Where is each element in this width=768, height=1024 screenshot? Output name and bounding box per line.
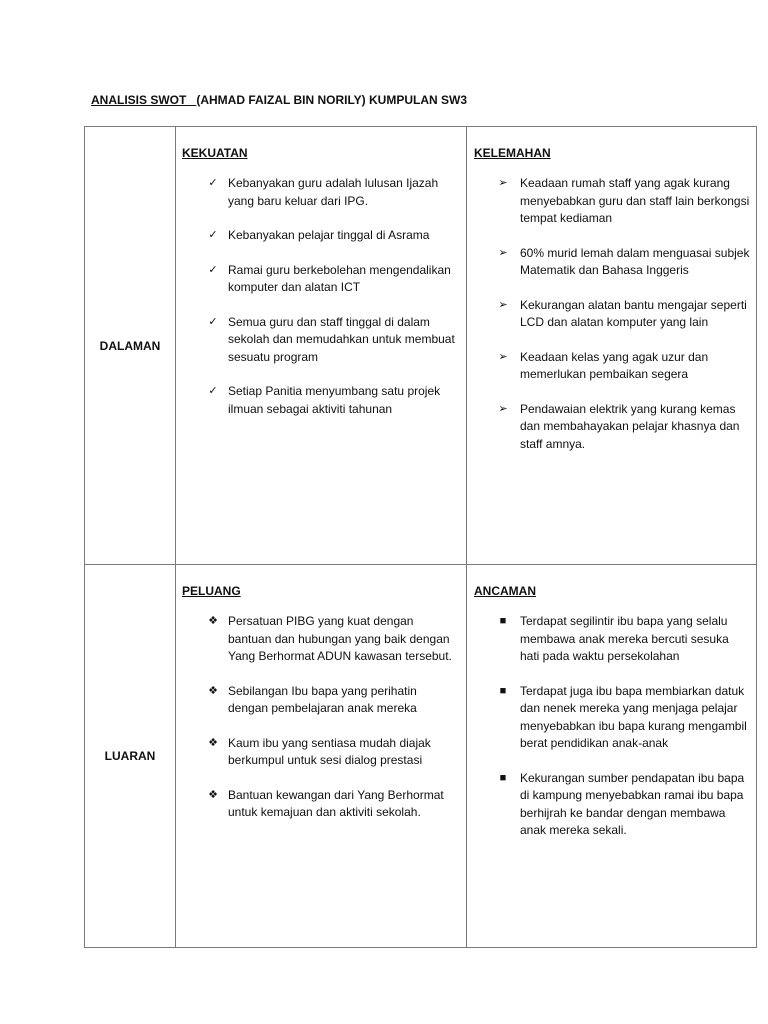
list-item-text: Terdapat juga ibu bapa membiarkan datuk dan nenek mereka yang menjaga pelajar menyebabkan ibu bapa kurang mengambil berat pendidikan anak-anak (520, 683, 747, 750)
quadrant-kelemahan (467, 127, 757, 565)
heading-ancaman: ANCAMAN (474, 584, 536, 598)
list-ancaman (474, 613, 750, 840)
list-item-text: Sebilangan Ibu bapa yang perihatin dengan pembelajaran anak mereka (228, 683, 417, 715)
list-peluang (182, 613, 458, 822)
table-row-luaran (85, 565, 757, 948)
list-item-text: Kebanyakan guru adalah lulusan Ijazah yang baru keluar dari IPG. (228, 176, 439, 208)
checkmark-icon: ✓ (208, 177, 218, 189)
list-item (182, 787, 458, 822)
list-item (474, 613, 750, 666)
list-item-text: 60% murid lemah dalam menguasai subjek Matematik dan Bahasa Inggeris (520, 245, 750, 277)
list-item (182, 262, 458, 297)
list-item (182, 175, 458, 210)
diamond-four-icon: ❖ (208, 615, 218, 627)
heading-kelemahan: KELEMAHAN (474, 146, 551, 160)
list-item-text: Setiap Panitia menyumbang satu projek ilmuan sebagai aktiviti tahunan (228, 384, 441, 416)
title-part-swot: ANALISIS SWOT (91, 93, 197, 107)
list-item (182, 683, 458, 718)
checkmark-icon: ✓ (208, 229, 218, 241)
list-item (182, 314, 458, 367)
checkmark-icon: ✓ (208, 315, 218, 328)
list-item (474, 245, 750, 280)
square-bullet-icon: ■ (499, 684, 507, 697)
list-item (474, 683, 750, 753)
list-kekuatan (182, 175, 458, 418)
quadrant-ancaman (467, 565, 757, 948)
diamond-four-icon: ❖ (208, 684, 218, 697)
list-item (182, 735, 458, 770)
list-item (474, 349, 750, 384)
list-kelemahan (474, 175, 750, 453)
list-item-text: Kaum ibu yang sentiasa mudah diajak berkumpul untuk sesi dialog prestasi (228, 735, 431, 767)
heading-kekuatan: KEKUATAN (182, 146, 248, 160)
heading-peluang: PELUANG (182, 584, 241, 598)
arrowhead-icon: ➢ (498, 246, 508, 259)
list-item-text: Keadaan rumah staff yang agak kurang menyebabkan guru dan staff lain berkongsi tempat kediaman (520, 176, 750, 225)
list-item-text: Pendawaian elektrik yang kurang kemas dan membahayakan pelajar khasnya dan staff amnya. (520, 401, 740, 451)
quadrant-peluang (176, 565, 467, 948)
diamond-four-icon: ❖ (208, 736, 218, 749)
list-item-text: Kekurangan alatan bantu mengajar seperti LCD dan alatan komputer yang lain (520, 297, 747, 329)
checkmark-icon: ✓ (208, 385, 218, 397)
list-item (474, 297, 750, 332)
list-item (474, 175, 750, 228)
arrowhead-icon: ➢ (498, 298, 508, 311)
list-item (182, 613, 458, 666)
list-item-text: Persatuan PIBG yang kuat dengan bantuan dan hubungan yang baik dengan Yang Berhormat ADUN kawasan tersebut. (228, 614, 452, 663)
square-bullet-icon: ■ (499, 771, 507, 784)
swot-table (84, 126, 757, 948)
arrowhead-icon: ➢ (498, 350, 508, 363)
square-bullet-icon: ■ (499, 615, 507, 627)
list-item-text: Ramai guru berkebolehan mengendalikan komputer dan alatan ICT (228, 262, 451, 294)
list-item (182, 227, 458, 245)
document-title (91, 93, 467, 107)
title-part-author: (AHMAD FAIZAL BIN NORILY) KUMPULAN SW3 (196, 93, 468, 107)
list-item-text: Kebanyakan pelajar tinggal di Asrama (228, 228, 430, 242)
list-item-text: Semua guru dan staff tinggal di dalam sekolah dan memudahkan untuk membuat sesuatu program (228, 314, 455, 364)
diamond-four-icon: ❖ (208, 788, 218, 801)
list-item-text: Bantuan kewangan dari Yang Berhormat untuk kemajuan dan aktiviti sekolah. (228, 787, 444, 819)
arrowhead-icon: ➢ (498, 177, 508, 189)
quadrant-kekuatan (176, 127, 467, 565)
row-label-dalaman: DALAMAN (85, 127, 176, 565)
list-item (474, 401, 750, 454)
list-item (474, 770, 750, 840)
list-item-text: Keadaan kelas yang agak uzur dan memerlukan pembaikan segera (520, 349, 709, 381)
table-row-dalaman (85, 127, 757, 565)
row-label-luaran: LUARAN (85, 565, 176, 948)
list-item (182, 383, 458, 418)
arrowhead-icon: ➢ (498, 402, 508, 415)
list-item-text: Terdapat segilintir ibu bapa yang selalu membawa anak mereka bercuti sesuka hati pada waktu persekolahan (520, 614, 729, 663)
checkmark-icon: ✓ (208, 263, 218, 276)
list-item-text: Kekurangan sumber pendapatan ibu bapa di kampung menyebabkan ramai ibu bapa berhijrah ke bandar dengan membawa anak mereka sekali. (520, 770, 745, 837)
